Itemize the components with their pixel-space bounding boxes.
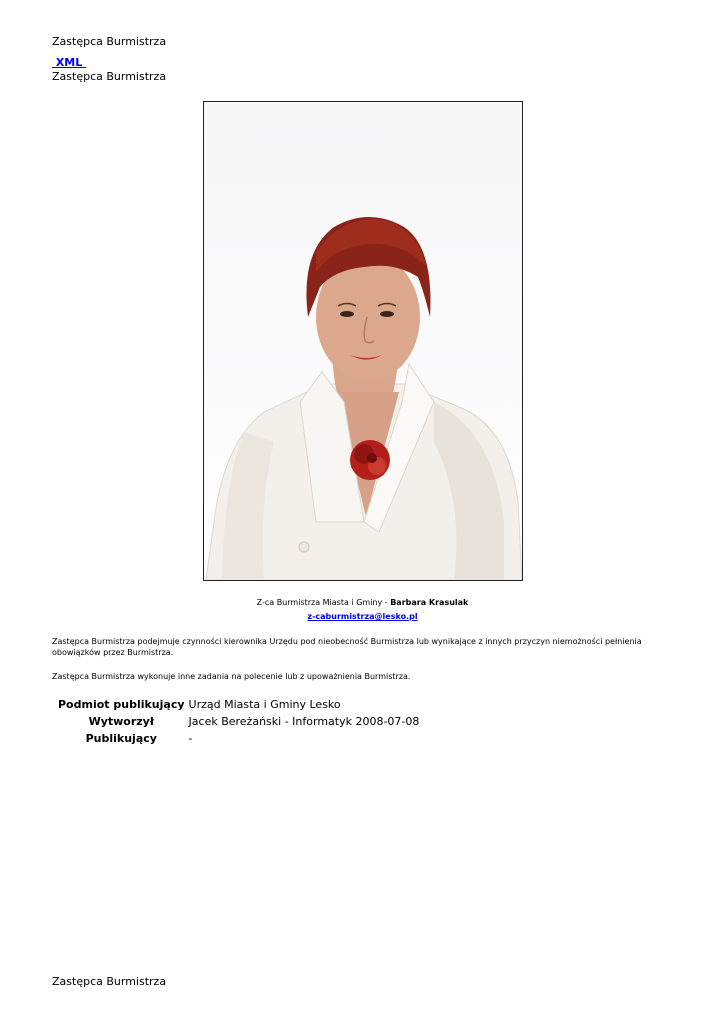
metadata-label: Wytworzył [88,715,154,728]
page-subtitle: Zastępca Burmistrza [52,70,167,83]
description-paragraph-2: Zastępca Burmistrza wykonuje inne zadania na polecenie lub z upoważnienia Burmistrza. [52,672,411,681]
page-header-title: Zastępca Burmistrza [52,35,167,48]
metadata-label: Publikujący [85,732,157,745]
metadata-row-publishing [56,732,421,749]
metadata-value: Jacek Bereżański - Informatyk 2008-07-08 [188,715,420,728]
metadata-value: Urząd Miasta i Gminy Lesko [188,698,341,711]
email-link[interactable]: z-caburmistrza@lesko.pl [307,612,418,621]
description-paragraph-1: Zastępca Burmistrza podejmuje czynności kierownika Urzędu pod nieobecność Burmistrza lub wynikające z innych przyczyn niemożności pełnienia obowiązków przez Burmistrza. [52,637,642,657]
caption-name: Barbara Krasulak [390,598,469,607]
metadata-value: - [188,732,193,745]
portrait-photo [203,101,523,581]
caption-prefix: Z-ca Burmistrza Miasta i Gminy - [256,598,391,607]
photo-caption [0,598,725,607]
xml-link[interactable]: XML [52,56,87,69]
email-line [0,612,725,621]
metadata-table [56,698,421,749]
portrait-illustration [204,102,522,580]
metadata-label: Podmiot publikujący [58,698,185,711]
page-footer-title: Zastępca Burmistrza [52,975,167,988]
metadata-row-author [56,715,421,732]
metadata-row-publisher [56,698,421,715]
